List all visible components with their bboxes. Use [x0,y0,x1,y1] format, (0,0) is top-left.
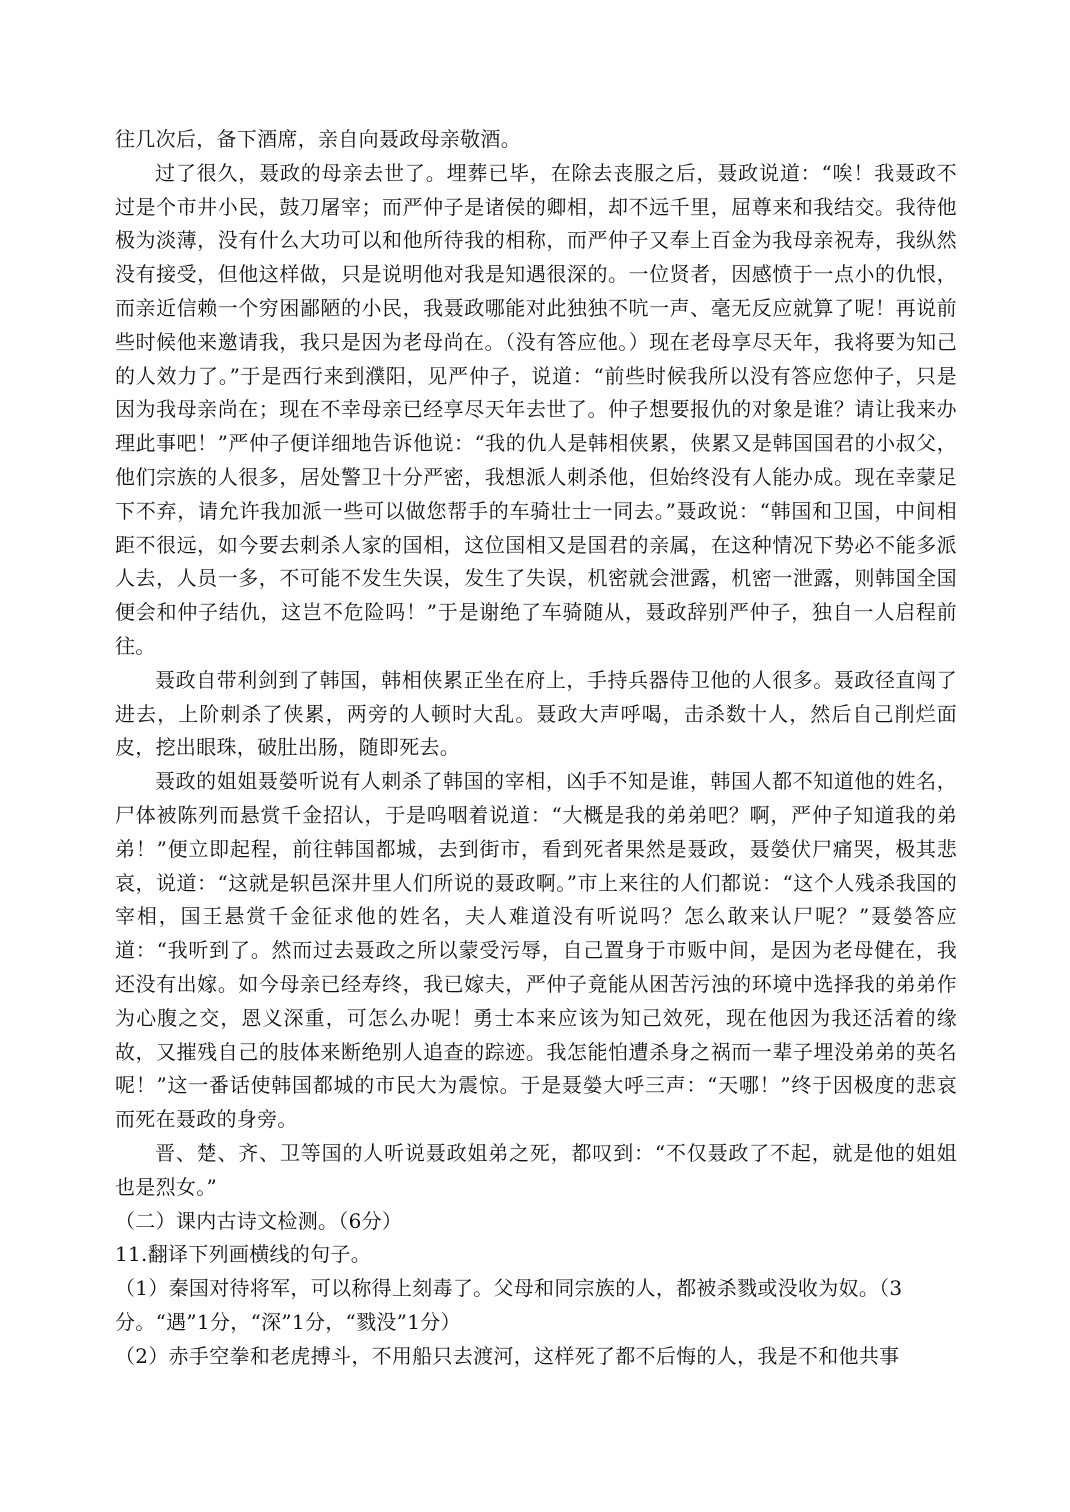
paragraph-4: 聂政的姐姐聂嫈听说有人刺杀了韩国的宰相，凶手不知是谁，韩国人都不知道他的姓名，尸体被陈列而悬赏千金招认，于是呜咽着说道：“大概是我的弟弟吧？啊，严仲子知道我的弟弟！”便立即起程，前往韩国都城，去到街市，看到死者果然是聂政，聂嫈伏尸痛哭，极其悲哀，说道：“这就是轵邑深井里人们所说的聂政啊。”市上来往的人们都说：“这个人残杀我国的宰相，国王悬赏千金征求他的姓名，夫人难道没有听说吗？怎么敢来认尸呢？”聂嫈答应道：“我听到了。然而过去聂政之所以蒙受污辱，自己置身于市贩中间，是因为老母健在，我还没有出嫁。如今母亲已经寿终，我已嫁夫，严仲子竟能从困苦污浊的环境中选择我的弟弟作为心腹之交，恩义深重，可怎么办呢！勇士本来应该为知己效死，现在他因为我还活着的缘故，又摧残自己的肢体来断绝别人追查的踪迹。我怎能怕遭杀身之祸而一辈子埋没弟弟的英名呢！”这一番话使韩国都城的市民大为震惊。于是聂嫈大呼三声：“天哪！”终于因极度的悲哀而死在聂政的身旁。 [115,769,957,1132]
paragraph-5: 晋、楚、齐、卫等国的人听说聂政姐弟之死，都叹到：“不仅聂政了不起，就是他的姐姐也是烈女。” [115,1140,957,1199]
paragraph-1: 往几次后，备下酒席，亲自向聂政母亲敬酒。 [115,127,521,151]
document-page [115,123,957,1373]
paragraph-3: 聂政自带利剑到了韩国，韩相侠累正坐在府上，手持兵器侍卫他的人很多。聂政径直闯了进去，上阶刺杀了侠累，两旁的人顿时大乱。聂政大声呼喝，击杀数十人，然后自己削烂面皮，挖出眼珠，破肚出肠，随即死去。 [115,667,957,760]
question-11: 11.翻译下列画横线的句子。 [115,1242,372,1267]
section-heading: （二）课内古诗文检测。（6分） [115,1208,403,1233]
answer-1: （1）秦国对待将军，可以称得上刻毒了。父母和同宗族的人，都被杀戮或没收为奴。（3分。“遇”1分，“深”1分，“戮没”1分） [115,1276,903,1334]
answer-2: （2）赤手空拳和老虎搏斗，不用船只去渡河，这样死了都不后悔的人，我是不和他共事 [115,1343,900,1368]
paragraph-2: 过了很久，聂政的母亲去世了。埋葬已毕，在除去丧服之后，聂政说道：“唉！我聂政不过是个市井小民，鼓刀屠宰；而严仲子是诸侯的卿相，却不远千里，屈尊来和我结交。我待他极为淡薄，没有什么大功可以和他所待我的相称，而严仲子又奉上百金为我母亲祝寿，我纵然没有接受，但他这样做，只是说明他对我是知遇很深的。一位贤者，因感愤于一点小的仇恨，而亲近信赖一个穷困鄙陋的小民，我聂政哪能对此独独不吭一声、毫无反应就算了呢！再说前些时候他来邀请我，我只是因为老母尚在。（没有答应他。）现在老母享尽天年，我将要为知己的人效力了。”于是西行来到濮阳，见严仲子，说道：“前些时候我所以没有答应您仲子，只是因为我母亲尚在；现在不幸母亲已经享尽天年去世了。仲子想要报仇的对象是谁？请让我来办理此事吧！”严仲子便详细地告诉他说：“我的仇人是韩相侠累，侠累又是韩国国君的小叔父，他们宗族的人很多，居处警卫十分严密，我想派人刺杀他，但始终没有人能办成。现在幸蒙足下不弃，请允许我加派一些可以做您帮手的车骑壮士一同去。”聂政说：“韩国和卫国，中间相距不很远，如今要去刺杀人家的国相，这位国相又是国君的亲属，在这种情况下势必不能多派人去，人员一多，不可能不发生失误，发生了失误，机密就会泄露，机密一泄露，则韩国全国便会和仲子结仇，这岂不危险吗！”于是谢绝了车骑随从，聂政辞别严仲子，独自一人启程前往。 [115,160,957,658]
